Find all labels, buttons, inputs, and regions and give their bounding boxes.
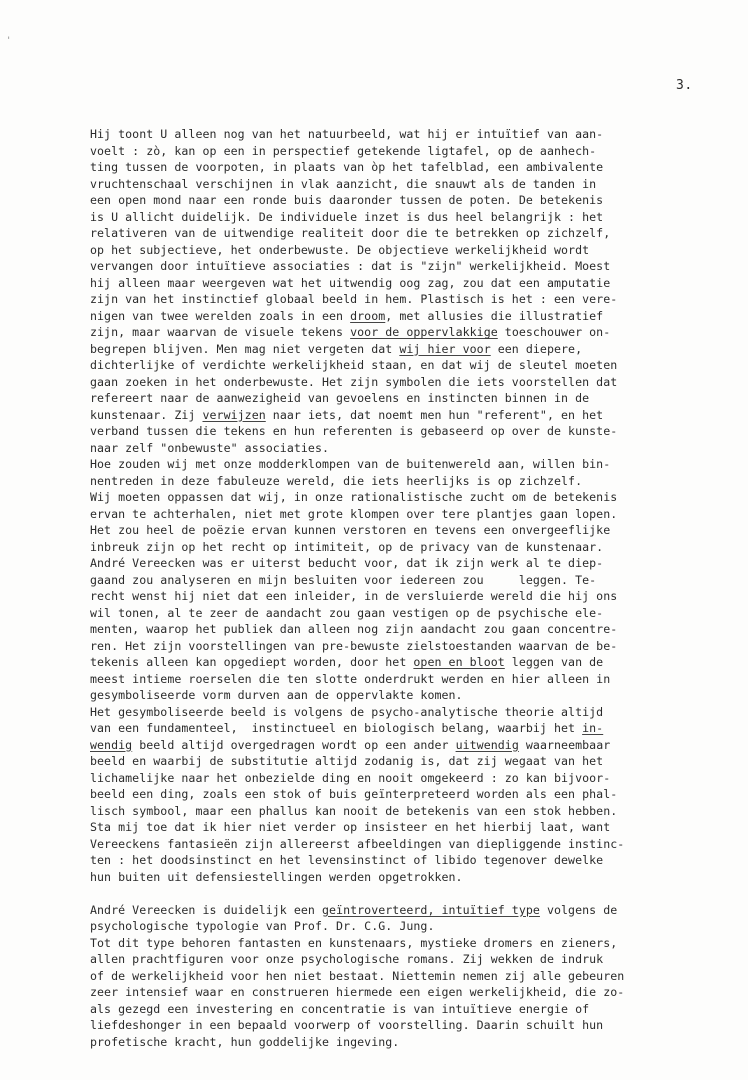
text-line xyxy=(90,852,710,869)
text-run: André Vereecken was er uiterst beducht voor, dat ik zijn werk al te diep- xyxy=(90,556,604,570)
text-run: voelt : zò, kan op een in perspectief getekende ligtafel, op de aanhech- xyxy=(90,143,597,158)
body-text xyxy=(90,126,710,1050)
text-run: zijn van het instinctief globaal beeld in hem. Plastisch is het : een vere- xyxy=(90,292,618,306)
text-line xyxy=(90,935,710,952)
text-run: toeschouwer on- xyxy=(497,325,611,339)
text-line xyxy=(90,407,710,424)
underlined-phrase: verwijzen xyxy=(202,407,266,422)
underlined-phrase: voor de oppervlakkige xyxy=(350,325,498,339)
text-run: nentreden in deze fabuleuze wereld, die iets heerlijks is op zichzelf. xyxy=(90,473,583,488)
text-run: op het subjectieve, het onderbewuste. De objectieve werkelijkheid wordt xyxy=(90,242,590,257)
text-run: van een fundamenteel, instinctueel en biologisch belang, waarbij het xyxy=(90,721,583,735)
text-line xyxy=(90,984,710,1001)
text-run: vervangen door intuïtieve associaties : dat is "zijn" werkelijkheid. Moest xyxy=(90,259,611,273)
text-line xyxy=(90,902,710,919)
text-run: zijn, maar waarvan de visuele tekens xyxy=(90,325,351,339)
underlined-phrase: wendig xyxy=(90,737,133,752)
text-run: waarneembaar xyxy=(518,737,611,752)
text-line xyxy=(90,440,710,457)
text-run: ren. Het zijn voorstellingen van pre-bewuste zielstoestanden waarvan de be- xyxy=(90,638,618,653)
text-run: gaan zoeken in het onderbewuste. Het zijn symbolen die iets voorstellen dat xyxy=(90,374,618,389)
text-run: liefdeshonger in een bepaald voorwerp of voorstelling. Daarin schuilt hun xyxy=(90,1018,604,1032)
text-line xyxy=(90,506,710,523)
text-run: Vereeckens fantasieën zijn allereerst afbeeldingen van diepliggende instinc- xyxy=(90,836,625,851)
text-line xyxy=(90,555,710,572)
text-run: refereert naar de aanwezigheid van gevoelens en instincten binnen in de xyxy=(90,391,590,405)
text-line xyxy=(90,737,710,754)
text-run: gaand zou analyseren en mijn besluiten voor iedereen zou leggen. Te- xyxy=(90,572,597,587)
text-run: beeld en waarbij de substitutie altijd zodanig is, dat zij wegaat van het xyxy=(90,754,604,768)
text-line xyxy=(90,143,710,160)
text-run: is U allicht duidelijk. De individuele inzet is dus heel belangrijk : het xyxy=(90,209,604,224)
text-line xyxy=(90,539,710,556)
text-run: ting tussen de voorpoten, in plaats van òp het tafelblad, een ambivalente xyxy=(90,160,604,174)
text-line xyxy=(90,704,710,721)
text-line xyxy=(90,572,710,589)
text-line xyxy=(90,489,710,506)
text-run: ervan te achterhalen, niet met grote klompen over tere plantjes gaan lopen. xyxy=(90,506,618,521)
text-line xyxy=(90,522,710,539)
text-line xyxy=(90,638,710,655)
text-run: Wij moeten oppassen dat wij, in onze rationalistische zucht om de betekenis xyxy=(90,490,618,504)
text-run: vruchtenschaal verschijnen in vlak aanzicht, die snauwt als de tanden in xyxy=(90,176,597,191)
text-line xyxy=(90,390,710,407)
text-line xyxy=(90,918,710,935)
underlined-phrase: in- xyxy=(582,721,604,735)
text-run: André Vereecken is duidelijk een xyxy=(90,902,322,917)
text-run: nigen van twee werelden zoals in een xyxy=(90,308,351,323)
underlined-phrase: open en bloot xyxy=(413,655,505,669)
text-line xyxy=(90,423,710,440)
text-run: dichterlijke of verdichte werkelijkheid staan, en dat wij de sleutel moeten xyxy=(90,358,618,372)
text-run: als gezegd een investering en concentratie is van intuïtieve energie of xyxy=(90,1001,590,1016)
text-line xyxy=(90,126,710,143)
text-line xyxy=(90,357,710,374)
underlined-phrase: droom xyxy=(350,308,386,323)
text-line xyxy=(90,308,710,325)
text-run: , met allusies die illustratief xyxy=(385,308,604,323)
text-line xyxy=(90,275,710,292)
text-run: ten : het doodsinstinct en het levensinstinct of libido tegenover dewelke xyxy=(90,853,604,867)
underlined-phrase: geïntroverteerd, intuïtief type xyxy=(322,902,540,917)
text-line xyxy=(90,341,710,358)
text-run: Het gesymboliseerde beeld is volgens de psycho-analytische theorie altijd xyxy=(90,704,604,719)
text-line xyxy=(90,770,710,787)
text-line xyxy=(90,374,710,391)
text-run: relativeren van de uitwendige realiteit door die te betrekken op zichzelf, xyxy=(90,226,611,240)
text-line xyxy=(90,258,710,275)
text-run: Sta mij toe dat ik hier niet verder op insisteer en het hierbij laat, want xyxy=(90,820,611,834)
text-line xyxy=(90,176,710,193)
text-line xyxy=(90,836,710,853)
underlined-phrase: uitwendig xyxy=(455,737,519,752)
text-run: een open mond naar een ronde buis daaronder tussen de poten. De betekenis xyxy=(90,193,604,207)
text-line xyxy=(90,720,710,737)
text-line xyxy=(90,654,710,671)
text-run: gesymboliseerde vorm durven aan de oppervlakte komen. xyxy=(90,688,463,702)
text-line xyxy=(90,687,710,704)
text-run: begrepen blijven. Men mag niet vergeten dat xyxy=(90,341,400,356)
stray-mark: ' xyxy=(6,36,12,46)
text-line xyxy=(90,159,710,176)
text-run: Hoe zouden wij met onze modderklompen van de buitenwereld aan, willen bin- xyxy=(90,457,611,471)
paragraph-gap xyxy=(90,885,710,902)
text-line xyxy=(90,621,710,638)
text-line xyxy=(90,242,710,259)
text-line xyxy=(90,605,710,622)
text-line xyxy=(90,819,710,836)
text-line xyxy=(90,1034,710,1051)
text-run: of de werkelijkheid voor hen niet bestaat. Niettemin nemen zij alle gebeuren xyxy=(90,968,625,983)
text-run: profetische kracht, hun goddelijke ingeving. xyxy=(90,1034,400,1049)
text-line xyxy=(90,803,710,820)
text-run: naar zelf "onbewuste" associaties. xyxy=(90,440,330,455)
text-run: inbreuk zijn op het recht op intimiteit, op de privacy van de kunstenaar. xyxy=(90,539,604,554)
text-run: kunstenaar. Zij xyxy=(90,407,203,422)
text-run: leggen van de xyxy=(504,655,604,669)
text-line xyxy=(90,456,710,473)
text-run: lichamelijke naar het onbezielde ding en nooit omgekeerd : zo kan bijvoor- xyxy=(90,770,611,785)
text-line xyxy=(90,786,710,803)
text-line xyxy=(90,1017,710,1034)
text-line xyxy=(90,209,710,226)
text-line xyxy=(90,473,710,490)
text-line xyxy=(90,968,710,985)
text-run: recht wenst hij niet dat een inleider, in de versluierde wereld die hij ons xyxy=(90,589,618,603)
page-number: 3. xyxy=(676,78,693,93)
text-line xyxy=(90,324,710,341)
text-line xyxy=(90,291,710,308)
text-line xyxy=(90,753,710,770)
text-line xyxy=(90,951,710,968)
text-run: wil tonen, al te zeer de aandacht zou gaan vestigen op de psychische ele- xyxy=(90,605,604,620)
text-run: Hij toont U alleen nog van het natuurbeeld, wat hij er intuïtief van aan- xyxy=(90,127,604,141)
text-run: Tot dit type behoren fantasten en kunstenaars, mystieke dromers en zieners, xyxy=(90,935,618,950)
text-run: lisch symbool, maar een phallus kan nooit de betekenis van een stok hebben. xyxy=(90,803,618,818)
text-run: hun buiten uit defensiestellingen werden opgetrokken. xyxy=(90,869,463,884)
text-run: naar iets, dat noemt men hun "referent", en het xyxy=(265,407,604,422)
text-run: hij alleen maar weergeven wat het uitwendig oog zag, zou dat een amputatie xyxy=(90,275,611,290)
text-line xyxy=(90,1001,710,1018)
text-run: Het zou heel de poëzie ervan kunnen verstoren en tevens een onvergeeflijke xyxy=(90,523,611,537)
underlined-phrase: wij hier voor xyxy=(399,341,491,356)
text-run: verband tussen die tekens en hun referenten is gebaseerd op over de kunste- xyxy=(90,424,618,438)
text-run: volgens de xyxy=(539,902,618,917)
text-run: psychologische typologie van Prof. Dr. C.G. Jung. xyxy=(90,919,435,933)
text-run: een diepere, xyxy=(490,341,583,356)
text-run: menten, waarop het publiek dan alleen nog zijn aandacht zou gaan concentre- xyxy=(90,622,618,636)
text-line xyxy=(90,869,710,886)
text-line xyxy=(90,192,710,209)
text-run: meest intieme roerselen die ten slotte onderdrukt werden en hier alleen in xyxy=(90,671,611,686)
text-line xyxy=(90,671,710,688)
text-line xyxy=(90,225,710,242)
text-run: tekenis alleen kan opgediept worden, door het xyxy=(90,655,414,669)
text-run: allen prachtfiguren voor onze psychologische romans. Zij wekken de indruk xyxy=(90,952,604,966)
text-run: beeld een ding, zoals een stok of buis geïnterpreteerd worden als een phal- xyxy=(90,787,618,801)
text-line xyxy=(90,588,710,605)
text-run: beeld altijd overgedragen wordt op een ander xyxy=(132,737,456,752)
text-run: zeer intensief waar en construeren hiermede een eigen werkelijkheid, die zo- xyxy=(90,985,625,999)
